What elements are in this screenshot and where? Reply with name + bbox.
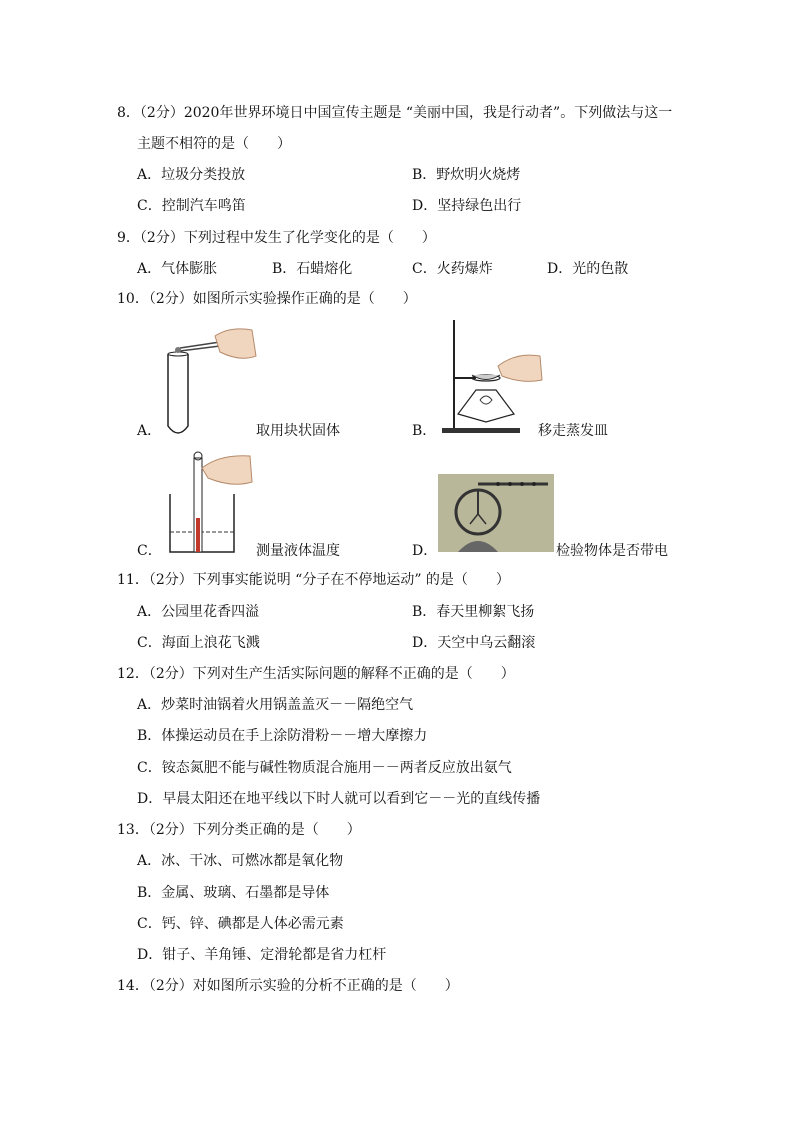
question-10-stem: 10．（2分）如图所示实验操作正确的是（ ） (117, 291, 417, 307)
q12-option-c: C．铵态氮肥不能与碱性物质混合施用－－两者反应放出氨气 (137, 760, 512, 776)
q11-option-c: C．海面上浪花飞溅 (137, 635, 260, 651)
figure-beaker-thermometer (162, 448, 262, 558)
q11-option-b: B．春天里柳絮飞扬 (412, 604, 535, 620)
q10-option-d-caption: 检验物体是否带电 (556, 543, 668, 559)
q10-option-a-letter: A． (137, 423, 162, 439)
q13-option-a: A．冰、干冰、可燃冰都是氧化物 (137, 853, 344, 869)
question-11-stem: 11．（2分）下列事实能说明 “分子在不停地运动” 的是（ ） (117, 572, 510, 588)
question-14-stem: 14．（2分）对如图所示实验的分析不正确的是（ ） (117, 978, 459, 994)
question-12-stem: 12．（2分）下列对生产生活实际问题的解释不正确的是（ ） (117, 666, 515, 682)
q8-option-a: A．垃圾分类投放 (137, 167, 246, 183)
question-8-stem: 8．（2分）2020年世界环境日中国宣传主题是 “美丽中国，我是行动者”。下列做法与这一 (117, 105, 673, 121)
q10-option-c-letter: C． (137, 543, 162, 559)
q11-option-a: A．公园里花香四溢 (137, 604, 260, 620)
q11-option-d: D．天空中乌云翻滚 (412, 635, 536, 651)
q12-option-d: D．早晨太阳还在地平线以下时人就可以看到它－－光的直线传播 (137, 791, 541, 807)
q10-option-b-letter: B． (412, 423, 437, 439)
q10-option-b-caption: 移走蒸发皿 (538, 423, 608, 439)
q10-option-a-caption: 取用块状固体 (256, 423, 340, 439)
q9-option-d: D．光的色散 (547, 261, 629, 277)
q9-option-c: C．火药爆炸 (412, 261, 493, 277)
q8-option-d: D．坚持绿色出行 (412, 198, 522, 214)
figure-electroscope (438, 474, 554, 552)
q12-option-a: A．炒菜时油锅着火用锅盖盖灭－－隔绝空气 (137, 697, 414, 713)
q10-option-c-caption: 测量液体温度 (256, 543, 340, 559)
figure-evaporating-dish (436, 318, 546, 436)
question-8-stem-cont: 主题不相符的是（ ） (137, 136, 291, 152)
q8-option-c: C．控制汽车鸣笛 (137, 198, 246, 214)
q13-option-c: C．钙、锌、碘都是人体必需元素 (137, 916, 344, 932)
q10-option-d-letter: D． (412, 543, 438, 559)
q13-option-d: D．钳子、羊角锤、定滑轮都是省力杠杆 (137, 947, 387, 963)
q9-option-a: A．气体膨胀 (137, 261, 218, 277)
q13-option-b: B．金属、玻璃、石墨都是导体 (137, 885, 330, 901)
q12-option-b: B．体操运动员在手上涂防滑粉－－增大摩擦力 (137, 728, 428, 744)
question-13-stem: 13．（2分）下列分类正确的是（ ） (117, 822, 361, 838)
q9-option-b: B．石蜡熔化 (272, 261, 353, 277)
question-9-stem: 9．（2分）下列过程中发生了化学变化的是（ ） (117, 230, 436, 246)
figure-test-tube-solid (160, 316, 260, 436)
q8-option-b: B．野炊明火烧烤 (412, 167, 521, 183)
